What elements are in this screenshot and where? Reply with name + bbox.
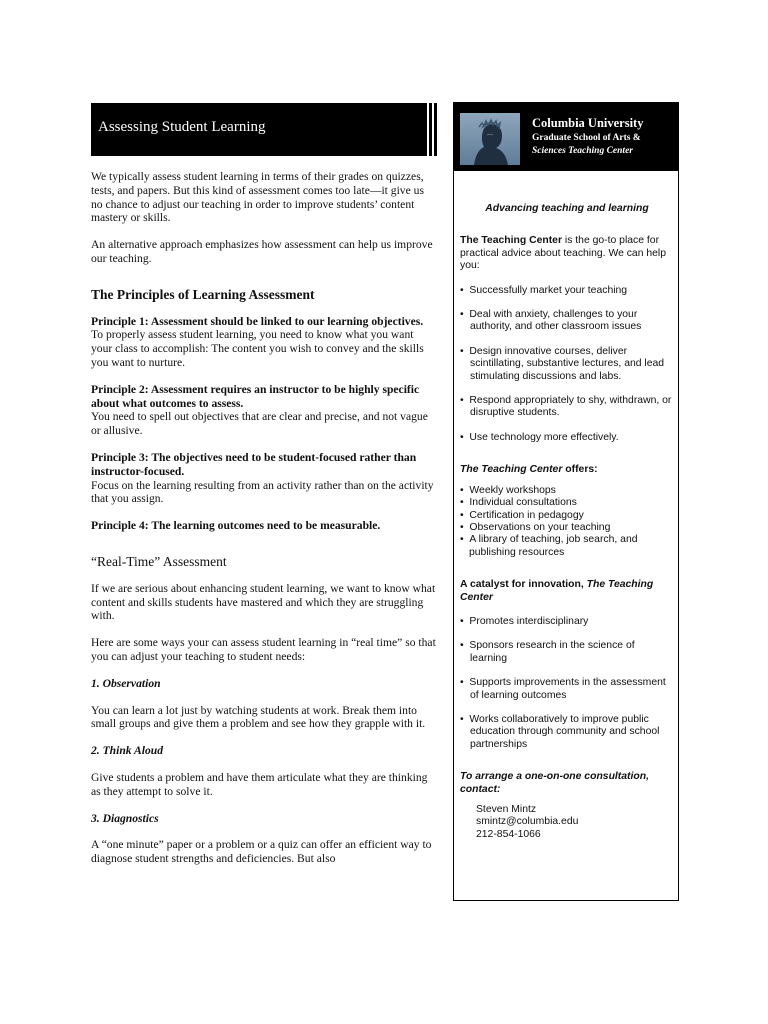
- school-name: Sciences Teaching Center: [532, 146, 633, 156]
- title-banner-rule: [427, 103, 429, 156]
- section-heading: The Principles of Learning Assessment: [91, 286, 315, 302]
- list-item: • Observations on your teaching: [460, 521, 611, 533]
- body-paragraph: Here are some ways your can assess student learning in “real time” so that you can adjust your teaching to student needs:: [91, 636, 436, 663]
- offers-heading: The Teaching Center offers:: [460, 464, 598, 476]
- method-body: Give students a problem and have them articulate what they are thinking as they attempt to solve it.: [91, 770, 428, 798]
- list-item: • Use technology more effectively.: [460, 431, 619, 443]
- principle-title: Principle 3: The objectives need to be student-focused rather than instructor-focused.: [91, 450, 417, 478]
- list-item: • Design innovative courses, deliver scintillating, substantive lectures, and lead stimulating discussions and labs.: [460, 345, 665, 382]
- principle-title: Principle 1: Assessment should be linked to our learning objectives.: [91, 314, 424, 328]
- list-item: • Sponsors research in the science of learning: [460, 640, 635, 664]
- section-heading: “Real-Time” Assessment: [91, 553, 227, 569]
- method-title: 2. Think Aloud: [91, 744, 164, 758]
- title-banner: [91, 103, 437, 156]
- list-item: • Supports improvements in the assessment of learning outcomes: [460, 677, 666, 701]
- list-item: • Successfully market your teaching: [460, 284, 628, 296]
- teaching-center-name: The Teaching Center: [460, 235, 562, 247]
- contact-name: Steven Mintz: [476, 804, 537, 815]
- principle-title: Principle 2: Assessment requires an instructor to be highly specific about what outcomes to assess.: [91, 382, 420, 410]
- title-banner-rule: [432, 103, 434, 156]
- intro-paragraph: We typically assess student learning in terms of their grades on quizzes, tests, and papers. But this kind of assessment comes too late—it give us no chance to adjust our teaching in order to improve students’ content mastery or skills.: [91, 170, 424, 225]
- page-title: Assessing Student Learning: [98, 119, 266, 135]
- principle-body: Focus on the learning resulting from an activity rather than on the activity that you assign.: [91, 478, 434, 506]
- contact-heading: To arrange a one-on-one consultation, contact:: [460, 771, 649, 795]
- alma-mater-statue-icon: [460, 113, 520, 165]
- tagline: Advancing teaching and learning: [485, 203, 649, 214]
- list-item: • Individual consultations: [460, 497, 577, 509]
- list-item: • Weekly workshops: [460, 484, 556, 496]
- principle-title: Principle 4: The learning outcomes need to be measurable.: [91, 519, 381, 533]
- sidebar-body: [460, 203, 674, 841]
- university-name: Columbia University: [532, 116, 644, 130]
- list-item: • Promotes interdisciplinary: [460, 615, 589, 627]
- list-item: • A library of teaching, job search, and publishing resources: [460, 534, 638, 558]
- method-title: 1. Observation: [91, 676, 161, 690]
- catalyst-heading: A catalyst for innovation, The Teaching Center: [460, 579, 654, 603]
- intro-rest: is the go-to place for practical advice about teaching. We can help you:: [460, 235, 667, 272]
- principle-body: You need to spell out objectives that are clear and precise, and not vague or allusive.: [91, 410, 428, 438]
- body-paragraph: If we are serious about enhancing student learning, we want to know what content and skills students have mastered and which they are struggling with.: [91, 581, 436, 623]
- list-item: • Respond appropriately to shy, withdrawn, or disruptive students.: [460, 395, 672, 419]
- contact-phone: 212-854-1066: [476, 828, 541, 840]
- principle-body: To properly assess student learning, you need to know what you want your class to accomplish: The content you wish to convey and the skills you want to nurture.: [91, 328, 424, 369]
- intro-paragraph: An alternative approach emphasizes how assessment can help us improve our teaching.: [91, 238, 433, 265]
- method-body: A “one minute” paper or a problem or a quiz can offer an efficient way to diagnose student strengths and deficiencies. But also: [91, 838, 432, 866]
- list-item: • Deal with anxiety, challenges to your authority, and other classroom issues: [460, 309, 642, 333]
- main-column: [91, 170, 437, 866]
- method-body: You can learn a lot just by watching students at work. Break them into small groups and give them a problem and see how they grapple with it.: [91, 703, 426, 731]
- sidebar: [453, 102, 679, 901]
- list-item: • Certification in pedagogy: [460, 509, 584, 521]
- method-title: 3. Diagnostics: [91, 811, 159, 825]
- sidebar-header: [454, 103, 678, 171]
- list-item: • Works collaboratively to improve public education through community and school partnerships: [460, 713, 660, 750]
- school-name: Graduate School of Arts &: [532, 133, 641, 143]
- intro-text: [460, 235, 674, 272]
- contact-email[interactable]: smintz@columbia.edu: [476, 816, 579, 828]
